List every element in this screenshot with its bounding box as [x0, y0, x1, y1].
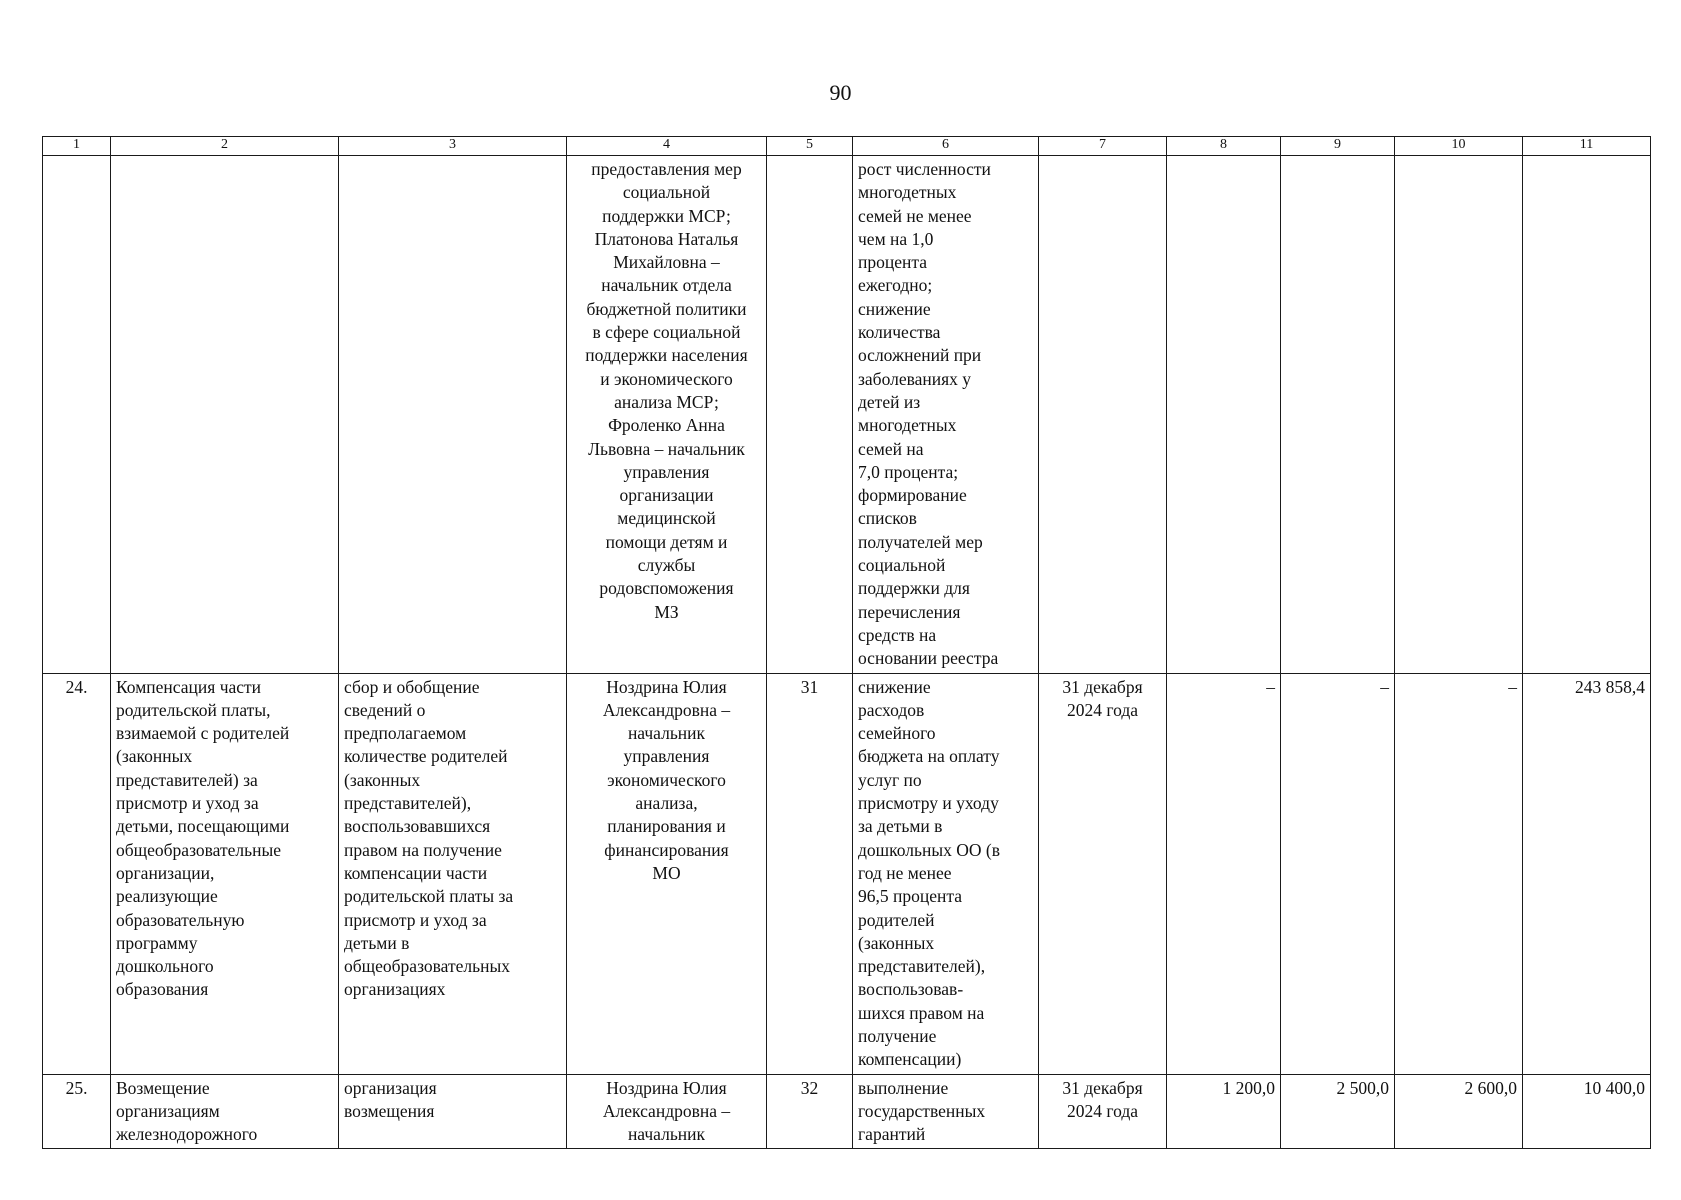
amount-col-10 [1395, 156, 1523, 674]
program-table [42, 136, 1651, 1149]
table-row-25 [43, 1074, 1651, 1149]
responsible-person: предоставления мер социальной поддержки МСР; Платонова Наталья Михайловна – начальник отдела бюджетной политики в сфере социальной поддержки населения и экономического анализа МСР; Фроленко Анна Львовна – начальник управления организации медицинской помощи детям и службы родовспоможения МЗ [567, 156, 767, 674]
expected-result: снижение расходов семейного бюджета на оплату услуг по присмотру и уходу за детьми в дошкольных ОО (в год не менее 96,5 процента родителей (законных представителей), воспользовав- шихся правом на получение компенсации) [853, 673, 1039, 1074]
column-number: 11 [1523, 137, 1651, 156]
page-number: 90 [829, 80, 852, 105]
indicator-number [767, 156, 853, 674]
amount-col-11: 243 858,4 [1523, 673, 1651, 1074]
column-number: 10 [1395, 137, 1523, 156]
responsible-person: Ноздрина Юлия Александровна – начальник [567, 1074, 767, 1149]
amount-col-10: 2 600,0 [1395, 1074, 1523, 1149]
deadline: 31 декабря 2024 года [1039, 673, 1167, 1074]
measure-action [339, 156, 567, 674]
row-number: 25. [43, 1074, 111, 1149]
row-number: 24. [43, 673, 111, 1074]
table-row-24 [43, 673, 1651, 1074]
table-row-continuation [43, 156, 1651, 674]
column-number: 8 [1167, 137, 1281, 156]
measure-name: Компенсация части родительской платы, взимаемой с родителей (законных представителей) за присмотр и уход за детьми, посещающими общеобразовательные организации, реализующие образовательную программу дошкольного образования [111, 673, 339, 1074]
measure-name: Возмещение организациям железнодорожного [111, 1074, 339, 1149]
column-number: 3 [339, 137, 567, 156]
amount-col-8: – [1167, 673, 1281, 1074]
measure-name [111, 156, 339, 674]
amount-col-11 [1523, 156, 1651, 674]
deadline [1039, 156, 1167, 674]
column-number: 7 [1039, 137, 1167, 156]
indicator-number: 31 [767, 673, 853, 1074]
column-number: 1 [43, 137, 111, 156]
amount-col-9: – [1281, 673, 1395, 1074]
amount-col-9: 2 500,0 [1281, 1074, 1395, 1149]
column-number: 4 [567, 137, 767, 156]
row-number [43, 156, 111, 674]
expected-result: выполнение государственных гарантий [853, 1074, 1039, 1149]
responsible-person: Ноздрина Юлия Александровна – начальник управления экономического анализа, планирования и финансирования МО [567, 673, 767, 1074]
column-number: 2 [111, 137, 339, 156]
column-numbers-row [43, 137, 1651, 156]
amount-col-8: 1 200,0 [1167, 1074, 1281, 1149]
column-number: 5 [767, 137, 853, 156]
expected-result: рост численности многодетных семей не менее чем на 1,0 процента ежегодно; снижение количества осложнений при заболеваниях у детей из многодетных семей на 7,0 процента; формирование списков получателей мер социальной поддержки для перечисления средств на основании реестра [853, 156, 1039, 674]
amount-col-10: – [1395, 673, 1523, 1074]
amount-col-11: 10 400,0 [1523, 1074, 1651, 1149]
column-number: 6 [853, 137, 1039, 156]
amount-col-9 [1281, 156, 1395, 674]
amount-col-8 [1167, 156, 1281, 674]
measure-action: организация возмещения [339, 1074, 567, 1149]
measure-action: сбор и обобщение сведений о предполагаемом количестве родителей (законных представителей), воспользовавшихся правом на получение компенсации части родительской платы за присмотр и уход за детьми в общеобразовательных организациях [339, 673, 567, 1074]
deadline: 31 декабря 2024 года [1039, 1074, 1167, 1149]
indicator-number: 32 [767, 1074, 853, 1149]
column-number: 9 [1281, 137, 1395, 156]
